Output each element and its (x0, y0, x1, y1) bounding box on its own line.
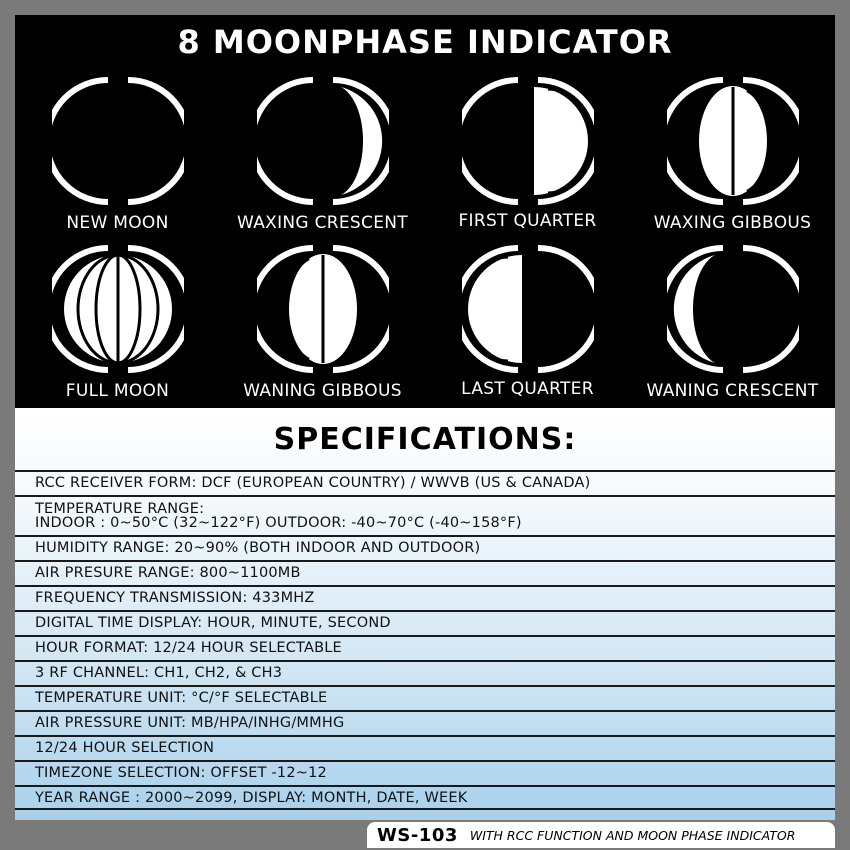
product-sheet (15, 15, 835, 820)
product-footer (367, 822, 835, 848)
specifications-title: SPECIFICATIONS: (273, 422, 577, 457)
phase-label: NEW MOON (66, 213, 169, 233)
spec-row-temperature (15, 495, 835, 535)
phase-label: WANING GIBBOUS (243, 381, 402, 401)
phase-last-quarter (425, 243, 630, 403)
phase-label: WAXING CRESCENT (237, 213, 408, 233)
phase-label: FULL MOON (65, 381, 170, 401)
waxing-gibbous-icon (667, 75, 799, 207)
phase-waxing-crescent (220, 75, 425, 235)
full-moon-icon (52, 243, 184, 375)
spec-row-line: INDOOR : 0~50°C (32~122°F) OUTDOOR: -40~70°C (-40~158°F) (35, 515, 522, 531)
spec-row: HUMIDITY RANGE: 20~90% (BOTH INDOOR AND OUTDOOR) (15, 535, 835, 560)
moonphase-title: 8 MOONPHASE INDICATOR (177, 23, 673, 61)
spec-row: 12/24 HOUR SELECTION (15, 735, 835, 760)
phase-label: WANING CRESCENT (646, 381, 819, 401)
phase-label: FIRST QUARTER (458, 211, 597, 231)
phase-label: LAST QUARTER (461, 379, 594, 399)
moonphase-panel (15, 15, 835, 408)
spec-row: DIGITAL TIME DISPLAY: HOUR, MINUTE, SECOND (15, 610, 835, 635)
model-name: WS-103 (377, 824, 458, 846)
phase-new-moon (15, 75, 220, 235)
phase-waning-gibbous (220, 243, 425, 403)
spec-row: TEMPERATURE UNIT: °C/°F SELECTABLE (15, 685, 835, 710)
specifications-panel (15, 408, 835, 820)
specifications-list (15, 470, 835, 810)
phase-waning-crescent (630, 243, 835, 403)
spec-row: 3 RF CHANNEL: CH1, CH2, & CH3 (15, 660, 835, 685)
spec-row-line: TEMPERATURE RANGE: (35, 501, 205, 517)
phase-full-moon (15, 243, 220, 403)
spec-row: TIMEZONE SELECTION: OFFSET -12~12 (15, 760, 835, 785)
spec-row: FREQUENCY TRANSMISSION: 433MHZ (15, 585, 835, 610)
last-quarter-icon (462, 243, 594, 375)
spec-row: RCC RECEIVER FORM: DCF (EUROPEAN COUNTRY) / WWVB (US & CANADA) (15, 470, 835, 495)
spec-row: HOUR FORMAT: 12/24 HOUR SELECTABLE (15, 635, 835, 660)
spec-row: YEAR RANGE : 2000~2099, DISPLAY: MONTH, DATE, WEEK (15, 785, 835, 810)
waning-gibbous-icon (257, 243, 389, 375)
spec-row: AIR PRESSURE UNIT: MB/HPA/INHG/MMHG (15, 710, 835, 735)
model-description: WITH RCC FUNCTION AND MOON PHASE INDICATOR (469, 827, 796, 843)
phase-label: WAXING GIBBOUS (653, 213, 812, 233)
new-moon-icon (52, 75, 184, 207)
spec-row: AIR PRESURE RANGE: 800~1100MB (15, 560, 835, 585)
waning-crescent-icon (667, 243, 799, 375)
phase-waxing-gibbous (630, 75, 835, 235)
first-quarter-icon (462, 75, 594, 207)
phase-first-quarter (425, 75, 630, 235)
waxing-crescent-icon (257, 75, 389, 207)
